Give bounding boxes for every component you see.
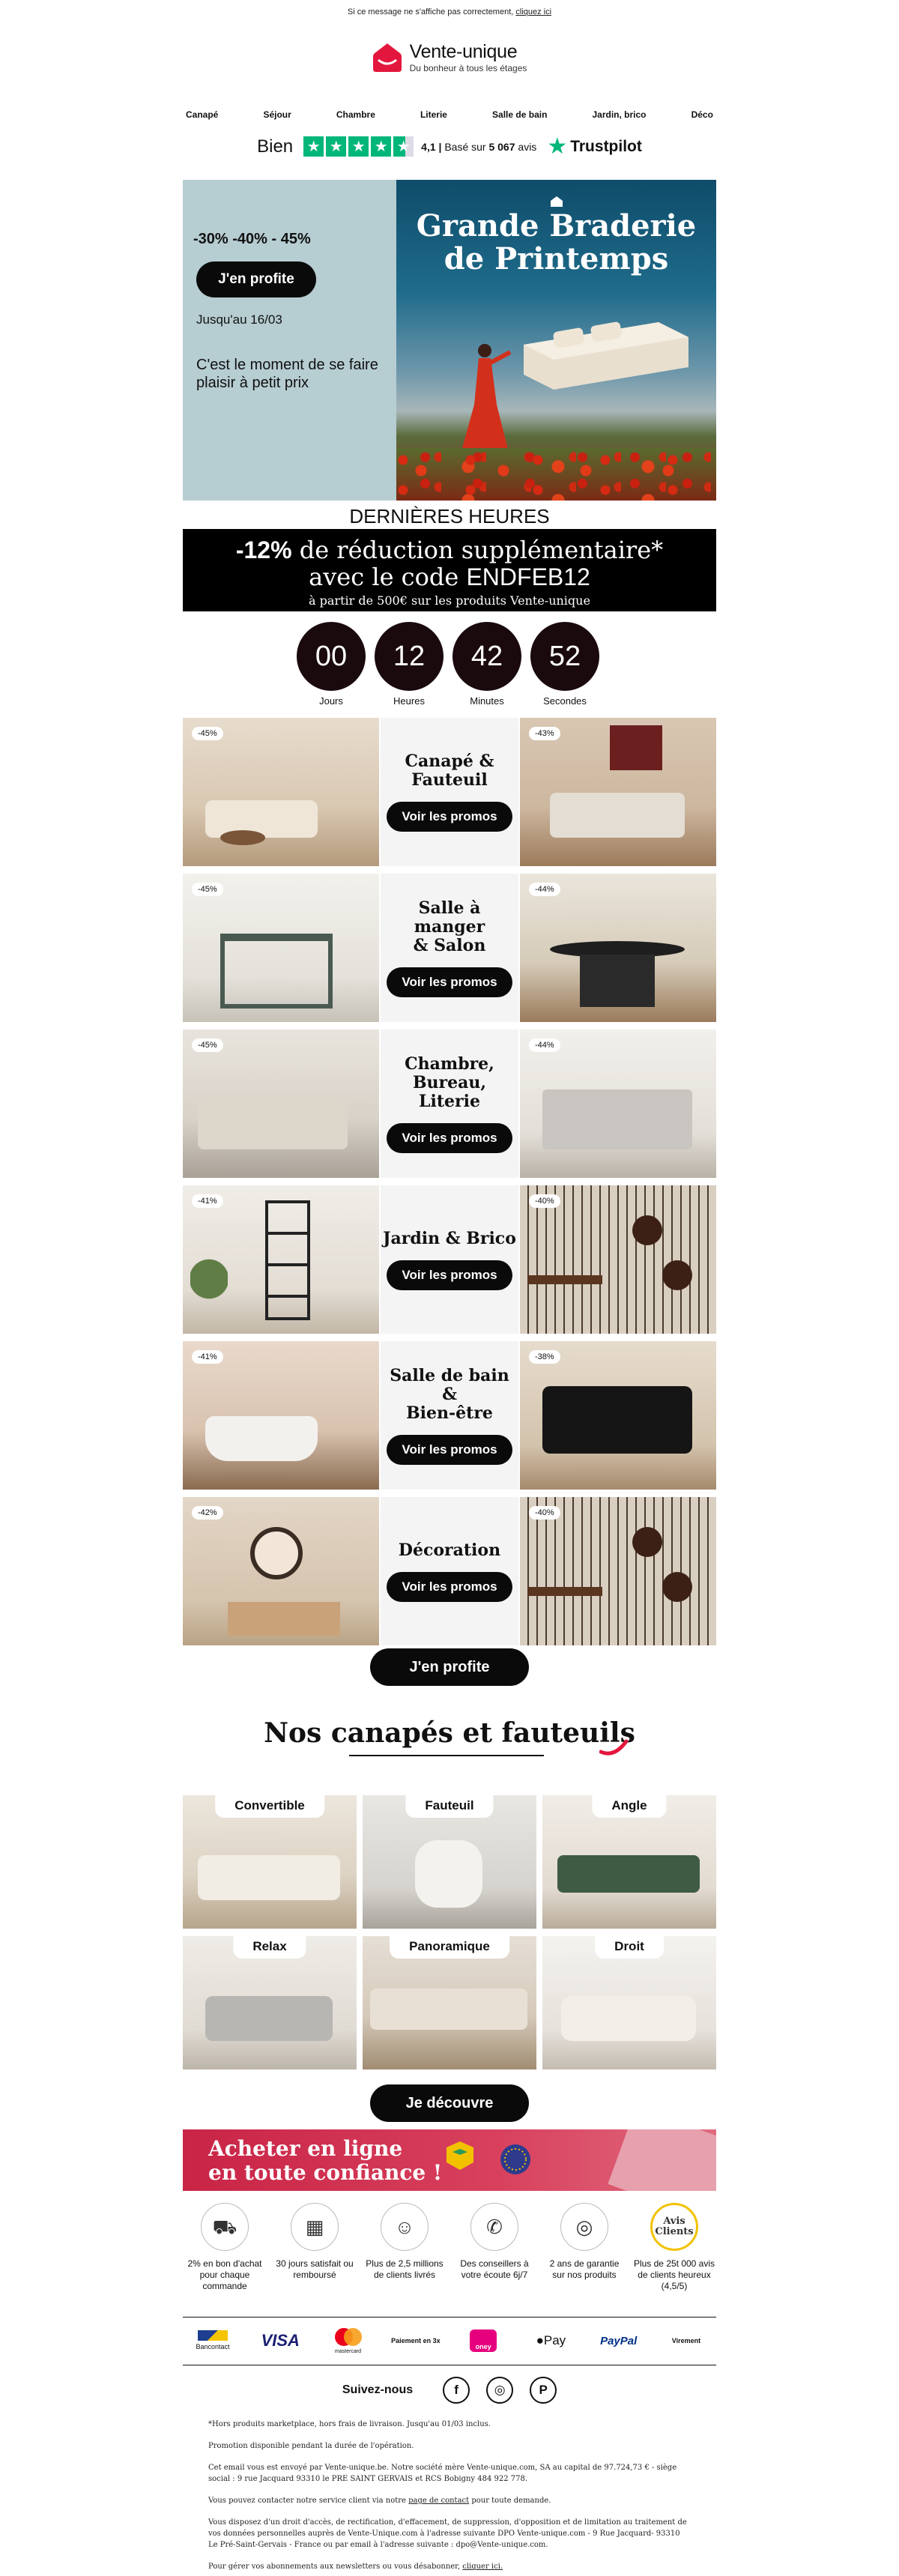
banner-line1: Acheter en ligne xyxy=(208,2136,403,2161)
countdown-seconds xyxy=(530,622,599,707)
glass-door-shape xyxy=(265,1200,310,1320)
countdown-minutes-label: Minutes xyxy=(470,695,504,707)
legal-text: Cet email vous est envoyé par Vente-unique.be. Notre société mère Vente-unique.com, SA au capital de 97.724,73 € - siège social : 9 rue Jacquard 93310 le PRE SAINT GERVAIS et RCS Bobigny 484 922 778. xyxy=(208,2464,677,2483)
apple-icon: ● xyxy=(536,2333,544,2347)
category-panel xyxy=(381,1185,518,1334)
reassurance-text: 2% en bon d'achat pour chaque commande xyxy=(187,2258,262,2291)
payment-virement: Virement xyxy=(671,2337,701,2344)
discount-badge: -44% xyxy=(529,883,560,896)
see-promos-button[interactable]: Voir les promos xyxy=(387,1123,512,1153)
hero-banner[interactable] xyxy=(183,180,716,501)
discount-badge: -38% xyxy=(529,1350,560,1364)
title-underline xyxy=(349,1755,544,1756)
star-half-icon: ★ xyxy=(393,136,414,157)
screen-dot-shape xyxy=(632,1215,662,1245)
discount-badge: -40% xyxy=(529,1506,560,1520)
payment-methods xyxy=(183,2327,716,2354)
sofa-card-angle[interactable] xyxy=(542,1795,716,1929)
sofa-card-droit[interactable] xyxy=(542,1936,716,2069)
sofa-card-label: Panoramique xyxy=(390,1936,509,1959)
countdown-seconds-label: Secondes xyxy=(543,695,587,707)
category-title-line2: & Salon xyxy=(413,935,486,955)
bed-shape xyxy=(198,1097,348,1149)
countdown-seconds-value: 52 xyxy=(530,622,599,691)
promo-line1 xyxy=(183,536,716,563)
reassurance-item xyxy=(363,2203,447,2292)
sofa-shape xyxy=(561,1996,696,2041)
floating-sofa-illustration xyxy=(509,315,696,397)
phone-icon: ✆ xyxy=(470,2203,518,2251)
banner-line2: en toute confiance ! xyxy=(208,2160,443,2185)
trustpilot-star-icon: ★ xyxy=(547,134,568,159)
category-row-salle-de-bain xyxy=(183,1341,716,1490)
sideboard-shape xyxy=(228,1602,340,1636)
see-promos-button[interactable]: Voir les promos xyxy=(387,1572,512,1602)
reassurance-text: Plus de 2,5 millions de clients livrés xyxy=(366,2258,444,2280)
category-row-salle-a-manger xyxy=(183,874,716,1022)
promo-condition: à partir de 500€ sur les produits Vente-unique xyxy=(309,593,590,608)
category-title-line2: Fauteuil xyxy=(411,770,488,790)
gift-boxes-decoration xyxy=(608,2129,716,2191)
plant-shape xyxy=(190,1245,228,1313)
category-title-line2: Bien-être xyxy=(406,1403,493,1423)
sofa-shape xyxy=(370,1989,527,2030)
trustpilot-sep: | xyxy=(435,140,445,153)
payment-label: Bancontact xyxy=(196,2343,230,2350)
discount-badge: -45% xyxy=(192,727,223,740)
badge-line2: Clients xyxy=(655,2226,694,2237)
reassurance-item xyxy=(452,2203,536,2292)
nav-item-sejour[interactable]: Séjour xyxy=(263,109,291,120)
sofa-card-convertible[interactable] xyxy=(183,1795,357,1929)
promo-percent: -12% xyxy=(235,536,292,563)
facebook-icon[interactable]: f xyxy=(443,2377,470,2404)
legal-text: Promotion disponible pendant la durée de l'opération. xyxy=(208,2442,414,2450)
legal-text: Vous disposez d'un droit d'accès, de rectification, d'effacement, de suppression, d'opposition et de limitation au traitement de vos données personnelles auprès de Vente-Unique.com à l'adresse suivante DPO Vente-unique.com - 9 Rue Jacquard- 93310 Le Pré-Saint-Gervais - France ou par email à l'adresse suivante : dpo@Vente-unique.com. xyxy=(208,2518,687,2549)
sofa-shape xyxy=(205,800,318,838)
house-logo-icon xyxy=(372,42,402,73)
discount-badge: -41% xyxy=(192,1350,223,1364)
sofa-card-label: Convertible xyxy=(215,1795,324,1818)
category-title xyxy=(381,899,518,955)
sofa-card-label: Angle xyxy=(592,1795,666,1818)
sofa-shape xyxy=(205,1996,333,2041)
sofas-section-title: Nos canapés et fauteuils xyxy=(264,1717,635,1749)
category-title-line1: Salle à manger xyxy=(414,898,485,937)
trustpilot-summary xyxy=(421,141,536,153)
category-image-left[interactable] xyxy=(183,1185,379,1334)
reassurance-item xyxy=(632,2203,716,2292)
pinterest-icon[interactable]: P xyxy=(530,2377,557,2404)
divider xyxy=(183,2317,716,2318)
sofa-shape xyxy=(550,793,685,838)
payment-oney xyxy=(453,2329,513,2352)
trustpilot-stars xyxy=(303,136,414,157)
discount-badge: -45% xyxy=(192,1038,223,1052)
category-title-line2: Bureau, Literie xyxy=(412,1072,487,1111)
contact-page-link[interactable]: page de contact xyxy=(408,2497,470,2505)
screen-dot-shape xyxy=(632,1527,662,1557)
discount-badge: -43% xyxy=(529,727,560,740)
reassurance-item xyxy=(542,2203,626,2292)
bathtub-shape xyxy=(205,1416,318,1461)
promo-line1-rest: de réduction supplémentaire* xyxy=(291,536,664,564)
promo-code: ENDFEB12 xyxy=(466,563,590,590)
legal-text: pour toute demande. xyxy=(469,2497,551,2505)
category-title-line1: Salle de bain & xyxy=(390,1365,509,1404)
category-row-canape xyxy=(183,718,716,866)
category-title xyxy=(399,1541,500,1560)
legal-footer xyxy=(208,2419,691,2576)
view-online-link[interactable]: cliquez ici xyxy=(515,7,552,16)
oney-icon xyxy=(470,2329,497,2352)
legal-text: *Hors produits marketplace, hors frais de livraison. Jusqu'au 01/03 inclus. xyxy=(208,2420,491,2428)
payment-mastercard xyxy=(318,2327,378,2354)
category-panel xyxy=(381,1030,518,1178)
see-promos-button[interactable]: Voir les promos xyxy=(387,1435,512,1465)
promo-code-banner[interactable] xyxy=(183,529,716,611)
sofas-grid xyxy=(183,1795,716,2069)
banner-text xyxy=(208,2137,442,2185)
countdown-days-label: Jours xyxy=(319,695,343,707)
legal-text: Vous pouvez contacter notre service client via notre xyxy=(208,2497,409,2505)
category-title-line1: Canapé & xyxy=(405,752,494,771)
discount-badge: -41% xyxy=(192,1194,223,1208)
daybed-shape xyxy=(542,1089,692,1149)
countdown-minutes-value: 42 xyxy=(452,622,521,691)
countdown-days xyxy=(297,622,366,707)
payment-label: Pay xyxy=(543,2333,566,2347)
countdown-hours-value: 12 xyxy=(375,622,444,691)
trustpilot-count-suffix: avis xyxy=(515,140,537,153)
reassurance-text: Plus de 25t 000 avis de clients heureux (4,5/5) xyxy=(633,2258,715,2291)
unsubscribe-link[interactable]: cliquer ici. xyxy=(462,2563,503,2571)
sofa-card-label: Relax xyxy=(233,1936,306,1959)
see-promos-button[interactable]: Voir les promos xyxy=(387,802,512,832)
legal-contact xyxy=(208,2495,691,2506)
category-image-right[interactable] xyxy=(520,1030,716,1178)
payment-label: mastercard xyxy=(335,2349,362,2354)
nav-item-literie[interactable]: Literie xyxy=(420,109,447,120)
hero-title-line2: de Printemps xyxy=(444,241,669,276)
hero-message: C'est le moment de se faire plaisir à petit prix xyxy=(196,357,378,391)
desk-shape xyxy=(527,1275,602,1284)
trust-badges-icon xyxy=(441,2140,553,2180)
armchair-shape xyxy=(415,1840,482,1908)
hero-cta-button[interactable]: J'en profite xyxy=(196,261,316,297)
category-title-line1: Jardin & Brico xyxy=(383,1228,516,1248)
sofa-card-fauteuil[interactable] xyxy=(363,1795,536,1929)
table-base-shape xyxy=(580,955,655,1007)
nav-item-jardin-brico[interactable]: Jardin, brico xyxy=(592,109,647,120)
payment-label: oney xyxy=(475,2343,491,2350)
promo-code-prefix: avec le code xyxy=(309,563,467,591)
category-title xyxy=(383,1230,516,1248)
reassurance-text: 2 ans de garantie sur nos produits xyxy=(549,2258,620,2280)
category-row-chambre xyxy=(183,1030,716,1178)
trustpilot-count: 5 067 xyxy=(488,140,515,153)
painting-shape xyxy=(610,725,662,770)
reassurance-item xyxy=(183,2203,267,2292)
poppy-field xyxy=(396,448,716,501)
sofa-card-relax[interactable] xyxy=(183,1936,357,2069)
category-image-right[interactable] xyxy=(520,718,716,866)
reassurance-row xyxy=(183,2203,716,2292)
star-icon: ★ xyxy=(326,136,346,157)
reassurance-text: Des conseillers à votre écoute 6j/7 xyxy=(460,2258,529,2280)
category-panel xyxy=(381,1497,518,1645)
trustpilot-widget[interactable] xyxy=(0,133,899,160)
social-label: Suivez-nous xyxy=(342,2383,414,2396)
legal-text: Pour gérer vos abonnements aux newsletters ou vous désabonner, xyxy=(208,2563,463,2571)
calendar-icon: ▦ xyxy=(291,2203,339,2251)
category-panel xyxy=(381,1341,518,1490)
preheader xyxy=(0,7,899,16)
see-promos-button[interactable]: Voir les promos xyxy=(387,1260,512,1290)
nav-item-canape[interactable]: Canapé xyxy=(186,109,219,120)
sofa-card-panoramique[interactable] xyxy=(363,1936,536,2069)
trustpilot-based-on: Basé sur xyxy=(444,140,489,153)
star-icon: ★ xyxy=(348,136,369,157)
people-icon: ☺ xyxy=(381,2203,429,2251)
discount-badge: -44% xyxy=(529,1038,560,1052)
main-nav xyxy=(186,109,713,120)
discover-button[interactable]: Je découvre xyxy=(370,2084,529,2122)
hero-image xyxy=(396,180,716,501)
brand-logo[interactable] xyxy=(0,41,899,73)
nav-item-chambre[interactable]: Chambre xyxy=(336,109,375,120)
category-title-line1: Chambre, xyxy=(405,1053,494,1074)
desk-shape xyxy=(527,1587,602,1596)
star-icon: ★ xyxy=(371,136,391,157)
category-image-right[interactable] xyxy=(520,1341,716,1490)
countdown-minutes xyxy=(452,622,521,707)
last-hours-heading: DERNIÈRES HEURES xyxy=(349,505,550,527)
screen-dot-shape xyxy=(662,1260,692,1290)
category-title-line1: Décoration xyxy=(398,1540,501,1560)
trustpilot-brand: Trustpilot xyxy=(570,137,642,155)
countdown-days-value: 00 xyxy=(297,622,366,691)
sofa-shape xyxy=(198,1855,340,1900)
payment-paypal: PayPal xyxy=(600,2334,638,2347)
category-image-right[interactable] xyxy=(520,874,716,1022)
swoosh-decoration-icon xyxy=(599,1738,629,1756)
trustpilot-score: 4,1 xyxy=(421,140,436,153)
warranty-icon: ◎ xyxy=(560,2203,608,2251)
sofa-shape xyxy=(557,1855,700,1893)
trustpilot-label: Bien xyxy=(257,136,294,157)
payment-bancontact xyxy=(183,2330,243,2351)
preheader-text: Si ce message ne s'affiche pas correctement, xyxy=(347,7,516,16)
payment-visa: VISA xyxy=(261,2331,300,2350)
discount-badge: -40% xyxy=(529,1194,560,1208)
category-image-right[interactable] xyxy=(520,1497,716,1645)
category-title xyxy=(381,1367,518,1423)
nav-item-deco[interactable]: Déco xyxy=(691,109,713,120)
trust-banner[interactable] xyxy=(183,2129,716,2191)
wall-clock-shape xyxy=(250,1527,303,1579)
nav-item-salle-de-bain[interactable]: Salle de bain xyxy=(492,109,548,120)
brand-tagline: Du bonheur à tous les étages xyxy=(409,63,527,73)
discount-badge: -45% xyxy=(192,883,223,896)
category-image-left[interactable] xyxy=(183,718,379,866)
house-mini-icon xyxy=(551,196,563,207)
category-title xyxy=(381,1055,518,1111)
countdown-hours-label: Heures xyxy=(393,695,425,707)
trustpilot-logo xyxy=(547,133,642,160)
reassurance-item xyxy=(273,2203,357,2292)
category-panel xyxy=(381,874,518,1022)
hero-text-panel xyxy=(183,180,396,501)
see-promos-button[interactable]: Voir les promos xyxy=(387,967,512,997)
hero-discounts: -30% -40% - 45% xyxy=(193,231,311,247)
category-image-left[interactable] xyxy=(183,1341,379,1490)
countdown-timer xyxy=(297,622,599,707)
console-table-shape xyxy=(220,934,333,1009)
avis-clients-badge xyxy=(650,2203,698,2251)
star-icon: ★ xyxy=(303,136,324,157)
category-image-left[interactable] xyxy=(183,1030,379,1178)
instagram-icon[interactable]: ◎ xyxy=(486,2377,513,2404)
payment-apple-pay xyxy=(521,2333,581,2348)
brand-name: Vente-unique xyxy=(409,41,518,62)
sofa-card-label: Fauteuil xyxy=(405,1795,493,1818)
mastercard-icon xyxy=(333,2327,363,2347)
category-image-left[interactable] xyxy=(183,874,379,1022)
hero-title xyxy=(396,210,716,276)
category-image-left[interactable] xyxy=(183,1497,379,1645)
bancontact-icon xyxy=(198,2330,228,2341)
main-cta-button[interactable]: J'en profite xyxy=(370,1648,529,1686)
reassurance-text: 30 jours satisfait ou remboursé xyxy=(276,2258,354,2280)
legal-unsubscribe xyxy=(208,2561,691,2572)
category-row-jardin xyxy=(183,1185,716,1334)
social-links xyxy=(0,2377,899,2404)
category-title xyxy=(405,752,494,790)
discount-badge: -42% xyxy=(192,1506,223,1520)
category-panel xyxy=(381,718,518,866)
hero-title-line1: Grande Braderie xyxy=(416,208,697,244)
sofa-card-label: Droit xyxy=(595,1936,664,1959)
promo-line2 xyxy=(183,563,716,590)
payment-3x: Paiement en 3x xyxy=(391,2337,441,2344)
screen-dot-shape xyxy=(662,1572,692,1602)
hero-until: Jusqu'au 16/03 xyxy=(196,312,282,327)
badge-line1: Avis xyxy=(663,2216,685,2227)
delivery-icon: ⛟ xyxy=(201,2203,249,2251)
table-shape xyxy=(220,830,265,845)
spa-tub-shape xyxy=(542,1386,692,1454)
countdown-hours xyxy=(375,622,444,707)
category-image-right[interactable] xyxy=(520,1185,716,1334)
category-row-decoration xyxy=(183,1497,716,1645)
